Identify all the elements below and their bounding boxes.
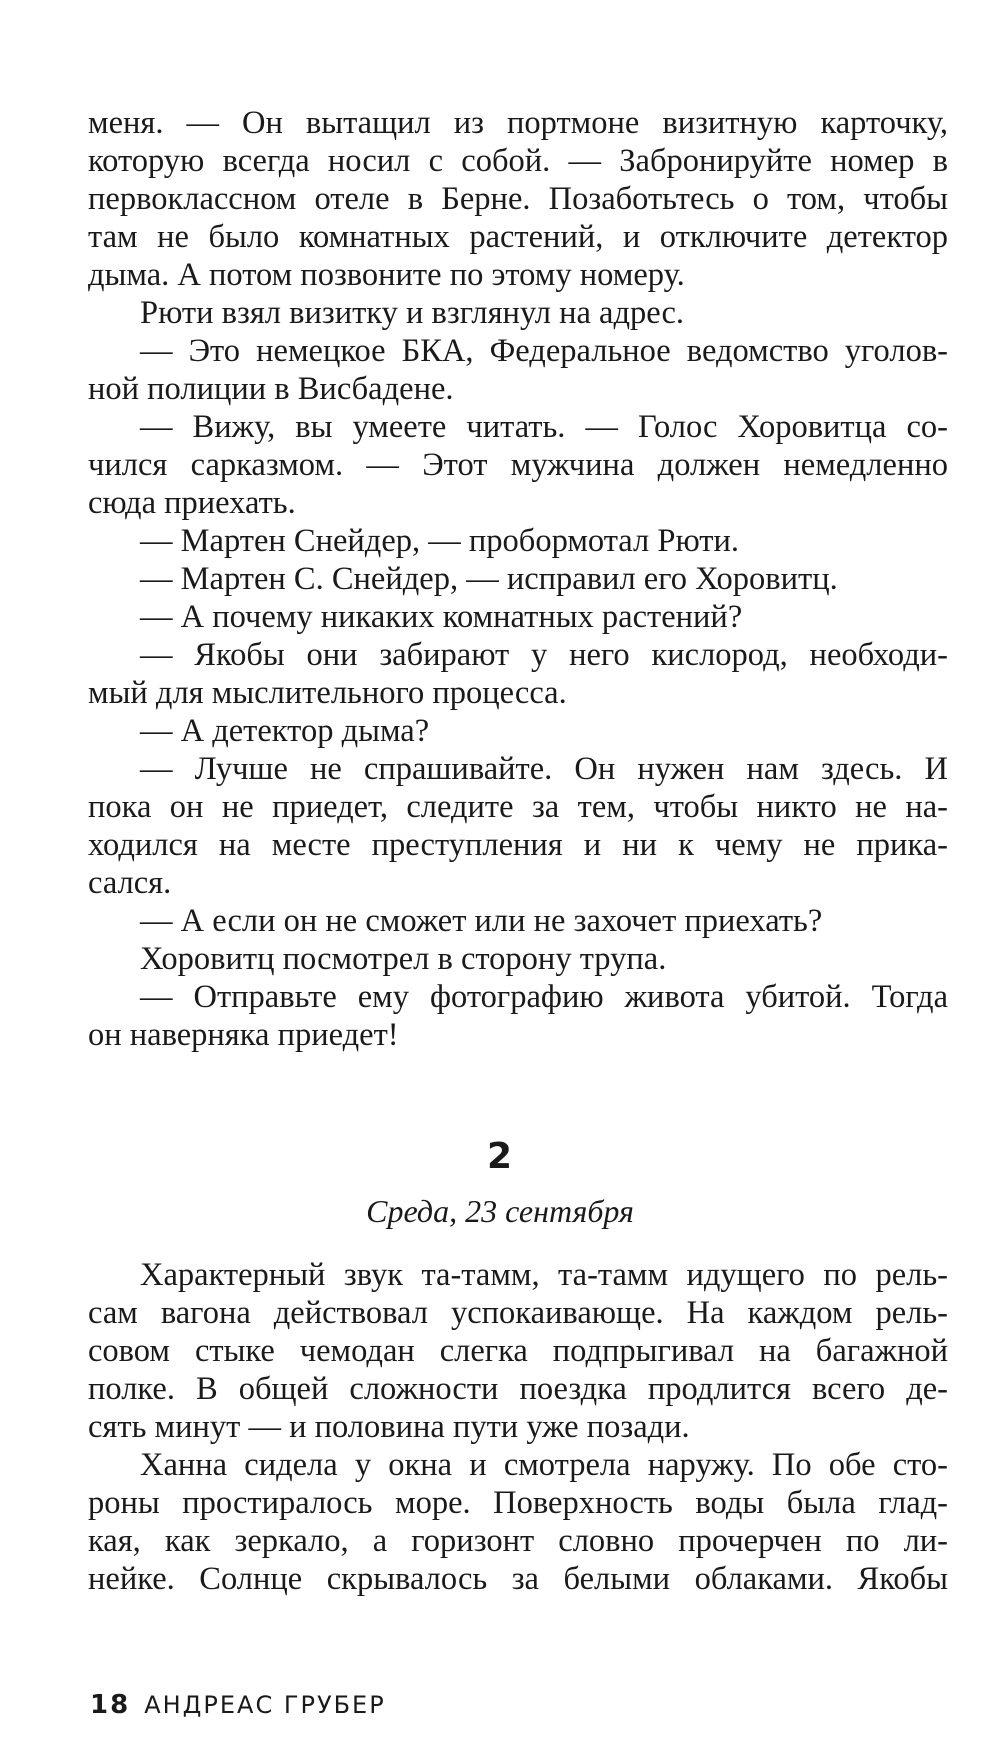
text-line: меня. — Он вытащил из портмоне визитную карточку, [88,105,948,141]
text-line: первоклассном отеле в Берне. Позаботьтесь о том, чтобы [88,181,948,217]
text-line: — Мартен Снейдер, — пробормотал Рюти. [140,523,740,559]
chapter-number: 2 [486,1136,514,1177]
text-line: сюда приехать. [88,485,296,521]
text-line: — А если он не сможет или не захочет приехать? [140,903,823,939]
section-2 [88,1256,948,1598]
text-line: там не было комнатных растений, и отключите детектор [88,219,948,255]
text-line: дыма. А потом позвоните по этому номеру. [88,257,685,293]
text-line: роны простиралось море. Поверхность воды была глад- [88,1485,948,1521]
text-line: он наверняка приедет! [88,1017,399,1053]
chapter-date: Среда, 23 сентября [366,1193,634,1229]
text-line: Рюти взял визитку и взглянул на адрес. [140,295,685,331]
text-line: нейке. Солнце скрывалось за белыми облаками. Якобы [88,1561,948,1597]
text-line: — Лучше не спрашивайте. Он нужен нам здесь. И [140,751,948,787]
text-line: чился сарказмом. — Этот мужчина должен немедленно [88,447,948,483]
text-line: которую всегда носил с собой. — Забронируйте номер в [88,143,948,179]
text-line: полке. В общей сложности поездка продлится всего де- [88,1371,948,1407]
text-line: сять минут — и половина пути уже позади. [88,1409,690,1445]
text-line: Хоровитц посмотрел в сторону трупа. [140,941,667,977]
text-line: кая, как зеркало, а горизонт словно прочерчен по ли- [88,1523,948,1559]
text-line: ной полиции в Висбадене. [88,371,454,407]
page-footer [90,1690,386,1720]
text-line: — Вижу, вы умеете читать. — Голос Хоровитца со- [140,409,948,445]
text-line: ходился на месте преступления и ни к чему не прика- [88,827,948,863]
page-number: 18 [90,1690,131,1720]
text-line: мый для мыслительного процесса. [88,675,567,711]
text-line: сался. [88,865,172,901]
running-head-author: АНДРЕАС ГРУБЕР [144,1691,386,1719]
text-line: — Это немецкое БКА, Федеральное ведомство уголов- [140,333,948,369]
text-line: — Отправьте ему фотографию живота убитой. Тогда [140,979,948,1015]
text-line: — Якобы они забирают у него кислород, необходи- [140,637,948,673]
text-line: — А детектор дыма? [140,713,430,749]
text-line: Характерный звук та-тамм, та-тамм идущего по рель- [140,1257,948,1293]
text-line: пока он не приедет, следите за тем, чтобы никто не на- [88,789,948,825]
text-line: — А почему никаких комнатных растений? [140,599,743,635]
section-1 [88,104,948,1054]
text-line: сам вагона действовал успокаивающе. На каждом рель- [88,1295,948,1331]
text-line: Ханна сидела у окна и смотрела наружу. По обе сто- [140,1447,948,1483]
text-line: — Мартен С. Снейдер, — исправил его Хоровитц. [140,561,838,597]
text-line: совом стыке чемодан слегка подпрыгивал на багажной [88,1333,948,1369]
